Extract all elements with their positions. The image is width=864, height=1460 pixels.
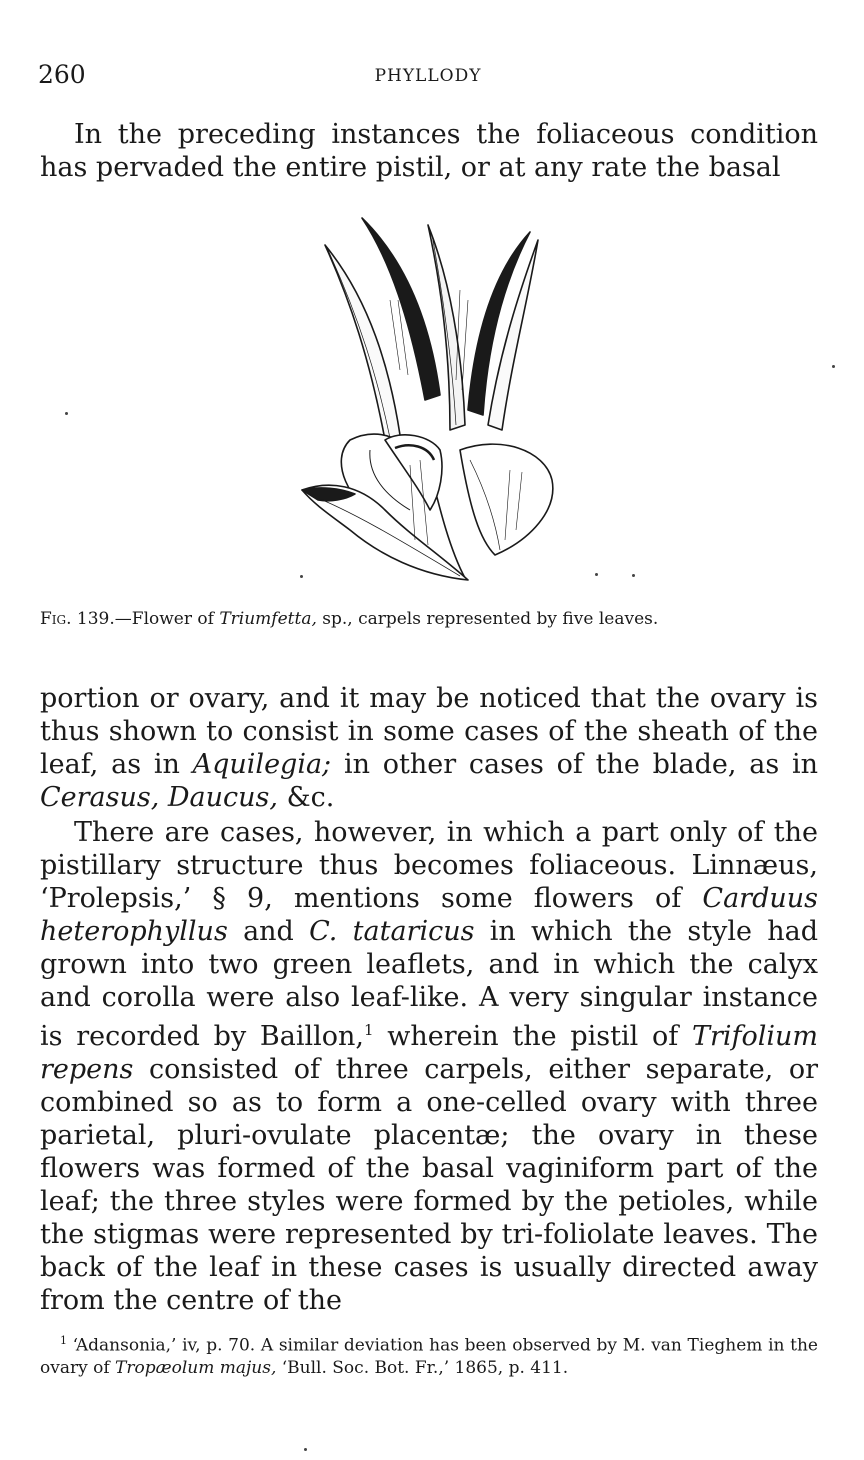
italic-run: Cerasus, Daucus, xyxy=(40,782,278,813)
text-run: ‘Adansonia,’ iv, p. 70. A similar deviation has been observed by M. van Tieghem in the ovary of xyxy=(40,1335,818,1378)
page-number: 260 xyxy=(38,60,86,89)
text-run: ‘Bull. Soc. Bot. Fr.,’ 1865, p. 411. xyxy=(276,1357,569,1378)
text-run: consisted of three carpels, either separate, or combined so as to form a one-celled ovary with three parietal, pluri-ovulate placentæ; the ovary in these flowers was formed of the basal vaginiform part of the leaf; the three styles were formed by the petioles, while the stigmas were represented by tri-foliolate leaves. The back of the leaf in these cases is usually directed away from the centre of the xyxy=(40,1054,818,1316)
paragraph-second xyxy=(40,816,818,1317)
speck xyxy=(300,575,303,578)
italic-run: Trifolium repens xyxy=(40,1021,818,1085)
speck xyxy=(304,1448,307,1451)
text-run: There are cases, however, in which a part only of the pistillary structure thus becomes foliaceous. Linnæus, ‘Prolepsis,’ § 9, mentions some flowers of xyxy=(40,817,818,914)
speck xyxy=(632,574,635,577)
flower-illustration-icon xyxy=(290,210,560,590)
caption-post: sp., carpels represented by five leaves. xyxy=(316,609,659,629)
text-run: wherein the pistil of xyxy=(373,1021,692,1052)
footnote-marker: 1 xyxy=(60,1334,67,1347)
text-run: &c. xyxy=(278,782,335,813)
speck xyxy=(832,365,835,368)
footnote-ref[interactable]: 1 xyxy=(364,1021,374,1039)
figure-caption xyxy=(40,608,818,631)
paragraph-top: In the preceding instances the foliaceous condition has pervaded the entire pistil, or at any rate the basal xyxy=(40,119,818,183)
text-run: and xyxy=(227,916,310,947)
figure xyxy=(290,210,560,590)
caption-genus: Triumfetta, xyxy=(219,609,317,629)
italic-run: Tropæolum majus, xyxy=(115,1357,277,1378)
italic-run: Aquilegia; xyxy=(192,749,332,780)
text-run: in which the style had grown into two green leaflets, and in which the calyx and corolla were also leaf-like. A very singular instance is recorded by Baillon, xyxy=(40,916,818,1052)
text-run: portion or ovary, and it may be noticed that the ovary is thus shown to consist in some cases of the sheath of the leaf, as in xyxy=(40,683,818,780)
speck xyxy=(595,573,598,576)
text-run: in other cases of the blade, as in xyxy=(331,749,818,780)
speck xyxy=(65,412,68,415)
footnote xyxy=(40,1330,818,1379)
paragraph-continued xyxy=(40,682,818,814)
italic-run: C. tataricus xyxy=(309,916,475,947)
running-title: PHYLLODY xyxy=(374,66,482,86)
caption-label: Fig. 139. xyxy=(40,609,115,629)
caption-pre: —Flower of xyxy=(114,609,220,629)
page-header xyxy=(38,60,818,100)
italic-run: Carduus heterophyllus xyxy=(40,883,818,947)
